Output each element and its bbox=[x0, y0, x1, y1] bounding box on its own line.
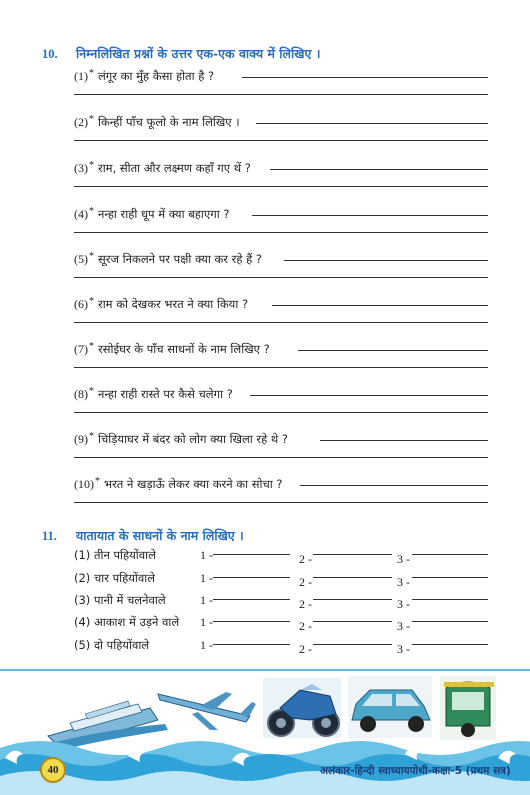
question-number-text: (9) bbox=[74, 432, 88, 446]
column-label: 3 - bbox=[397, 597, 410, 611]
answer-blank[interactable] bbox=[313, 621, 392, 622]
question-number-text: (10) bbox=[74, 477, 94, 491]
answer-line[interactable] bbox=[256, 123, 488, 124]
answer-line[interactable] bbox=[252, 215, 488, 216]
transport-row-label: (4) आकाश में उड़ने वाले bbox=[74, 615, 180, 629]
question-number bbox=[74, 342, 94, 356]
answer-line[interactable] bbox=[74, 322, 488, 323]
question-number-text: (4) bbox=[74, 207, 88, 221]
question-number-text: (6) bbox=[74, 297, 88, 311]
column-label: 3 - bbox=[397, 575, 410, 589]
question-text: लंगूर का मुँह कैसा होता है ? bbox=[98, 69, 215, 83]
question-text: राम को देखकर भरत ने क्या किया ? bbox=[98, 297, 249, 311]
transport-row-label: (5) दो पहियोंवाले bbox=[74, 638, 150, 652]
answer-line[interactable] bbox=[320, 440, 488, 441]
answer-line[interactable] bbox=[74, 457, 488, 458]
transport-row-label: (1) तीन पहियोंवाले bbox=[74, 548, 156, 562]
section-11-heading bbox=[42, 527, 244, 544]
answer-line[interactable] bbox=[74, 277, 488, 278]
answer-blank[interactable] bbox=[412, 644, 488, 645]
answer-line[interactable] bbox=[74, 232, 488, 233]
column-label: 1 - bbox=[200, 571, 213, 585]
question-text: भरत ने खड़ाऊँ लेकर क्या करने का सोचा ? bbox=[104, 477, 283, 491]
answer-line[interactable] bbox=[270, 169, 488, 170]
star-mark: * bbox=[95, 476, 100, 487]
star-mark: * bbox=[89, 341, 94, 352]
section-10-number: 10. bbox=[42, 47, 58, 61]
answer-line[interactable] bbox=[300, 485, 488, 486]
transport-row bbox=[74, 548, 488, 566]
book-title-footer: अलंकार-हिन्दी स्वाध्यायपोथी-कक्षा-5 (प्रथम सत्र) bbox=[320, 765, 511, 777]
transport-row-label: (3) पानी में चलनेवाले bbox=[74, 593, 166, 607]
answer-line[interactable] bbox=[74, 367, 488, 368]
answer-blank[interactable] bbox=[213, 554, 290, 555]
question-text: सूरज निकलने पर पक्षी क्या कर रहे हैं ? bbox=[98, 252, 262, 266]
answer-line[interactable] bbox=[284, 260, 488, 261]
question-text: नन्हा राही धूप में क्या बहाएगा ? bbox=[98, 207, 230, 221]
column-label: 3 - bbox=[397, 619, 410, 633]
star-mark: * bbox=[89, 251, 94, 262]
question-item bbox=[74, 114, 488, 134]
question-item bbox=[74, 68, 488, 88]
answer-blank[interactable] bbox=[213, 644, 290, 645]
question-item bbox=[74, 296, 488, 316]
question-item bbox=[74, 341, 488, 361]
answer-line[interactable] bbox=[74, 186, 488, 187]
answer-line[interactable] bbox=[74, 94, 488, 95]
question-number bbox=[74, 115, 94, 129]
answer-blank[interactable] bbox=[213, 621, 290, 622]
column-label: 3 - bbox=[397, 642, 410, 656]
star-mark: * bbox=[89, 431, 94, 442]
transport-row bbox=[74, 638, 488, 656]
answer-blank[interactable] bbox=[213, 599, 290, 600]
answer-line[interactable] bbox=[242, 77, 488, 78]
question-number bbox=[74, 252, 94, 266]
section-11-title: यातायात के साधनों के नाम लिखिए । bbox=[76, 528, 244, 543]
question-number bbox=[74, 161, 94, 175]
question-number bbox=[74, 477, 100, 491]
question-item bbox=[74, 206, 488, 226]
star-mark: * bbox=[89, 160, 94, 171]
section-10-title: निम्नलिखित प्रश्नों के उत्तर एक-एक वाक्य में लिखिए । bbox=[76, 46, 321, 61]
page-number-badge: 40 bbox=[40, 757, 66, 783]
answer-line[interactable] bbox=[74, 502, 488, 503]
star-mark: * bbox=[89, 114, 94, 125]
answer-blank[interactable] bbox=[313, 577, 392, 578]
question-item bbox=[74, 251, 488, 271]
column-label: 2 - bbox=[299, 597, 312, 611]
answer-blank[interactable] bbox=[313, 554, 392, 555]
answer-line[interactable] bbox=[250, 395, 488, 396]
car-image bbox=[348, 676, 432, 738]
answer-blank[interactable] bbox=[412, 599, 488, 600]
column-label: 1 - bbox=[200, 548, 213, 562]
star-mark: * bbox=[89, 68, 94, 79]
section-11-number: 11. bbox=[42, 529, 57, 543]
question-number-text: (1) bbox=[74, 69, 88, 83]
column-label: 1 - bbox=[200, 593, 213, 607]
column-label: 3 - bbox=[397, 552, 410, 566]
transport-row bbox=[74, 615, 488, 633]
question-number-text: (3) bbox=[74, 161, 88, 175]
answer-blank[interactable] bbox=[313, 644, 392, 645]
transport-row bbox=[74, 571, 488, 589]
column-label: 2 - bbox=[299, 642, 312, 656]
question-number-text: (7) bbox=[74, 342, 88, 356]
question-number bbox=[74, 297, 94, 311]
question-item bbox=[74, 386, 488, 406]
question-number-text: (5) bbox=[74, 252, 88, 266]
column-label: 1 - bbox=[200, 615, 213, 629]
question-item bbox=[74, 160, 488, 180]
answer-blank[interactable] bbox=[412, 621, 488, 622]
star-mark: * bbox=[89, 386, 94, 397]
question-item bbox=[74, 431, 488, 451]
question-text: किन्हीं पाँच फूलो के नाम लिखिए । bbox=[98, 115, 240, 129]
motorcycle-image bbox=[263, 678, 341, 738]
column-label: 2 - bbox=[299, 552, 312, 566]
question-number bbox=[74, 432, 94, 446]
transport-row-label: (2) चार पहियोंवाले bbox=[74, 571, 156, 585]
question-number bbox=[74, 69, 94, 83]
question-text: चिड़ियाघर में बंदर को लोग क्या खिला रहे थे ? bbox=[98, 432, 288, 446]
section-10-heading bbox=[42, 45, 320, 62]
auto-rickshaw-image bbox=[440, 676, 496, 740]
answer-blank[interactable] bbox=[213, 577, 290, 578]
answer-line[interactable] bbox=[74, 140, 488, 141]
question-number-text: (2) bbox=[74, 115, 88, 129]
question-number bbox=[74, 207, 94, 221]
question-item bbox=[74, 476, 488, 496]
star-mark: * bbox=[89, 206, 94, 217]
star-mark: * bbox=[89, 296, 94, 307]
question-number-text: (8) bbox=[74, 387, 88, 401]
answer-blank[interactable] bbox=[313, 599, 392, 600]
answer-line[interactable] bbox=[272, 305, 488, 306]
transport-row bbox=[74, 593, 488, 611]
column-label: 1 - bbox=[200, 638, 213, 652]
answer-blank[interactable] bbox=[412, 554, 488, 555]
question-text: नन्हा राही रास्ते पर कैसे चलेगा ? bbox=[98, 387, 233, 401]
question-text: रसोईघर के पाँच साधनों के नाम लिखिए ? bbox=[98, 342, 270, 356]
question-number bbox=[74, 387, 94, 401]
question-text: राम, सीता और लक्ष्मण कहाँ गए थें ? bbox=[98, 161, 251, 175]
column-label: 2 - bbox=[299, 619, 312, 633]
answer-line[interactable] bbox=[74, 412, 488, 413]
column-label: 2 - bbox=[299, 575, 312, 589]
answer-blank[interactable] bbox=[412, 577, 488, 578]
answer-line[interactable] bbox=[298, 350, 488, 351]
